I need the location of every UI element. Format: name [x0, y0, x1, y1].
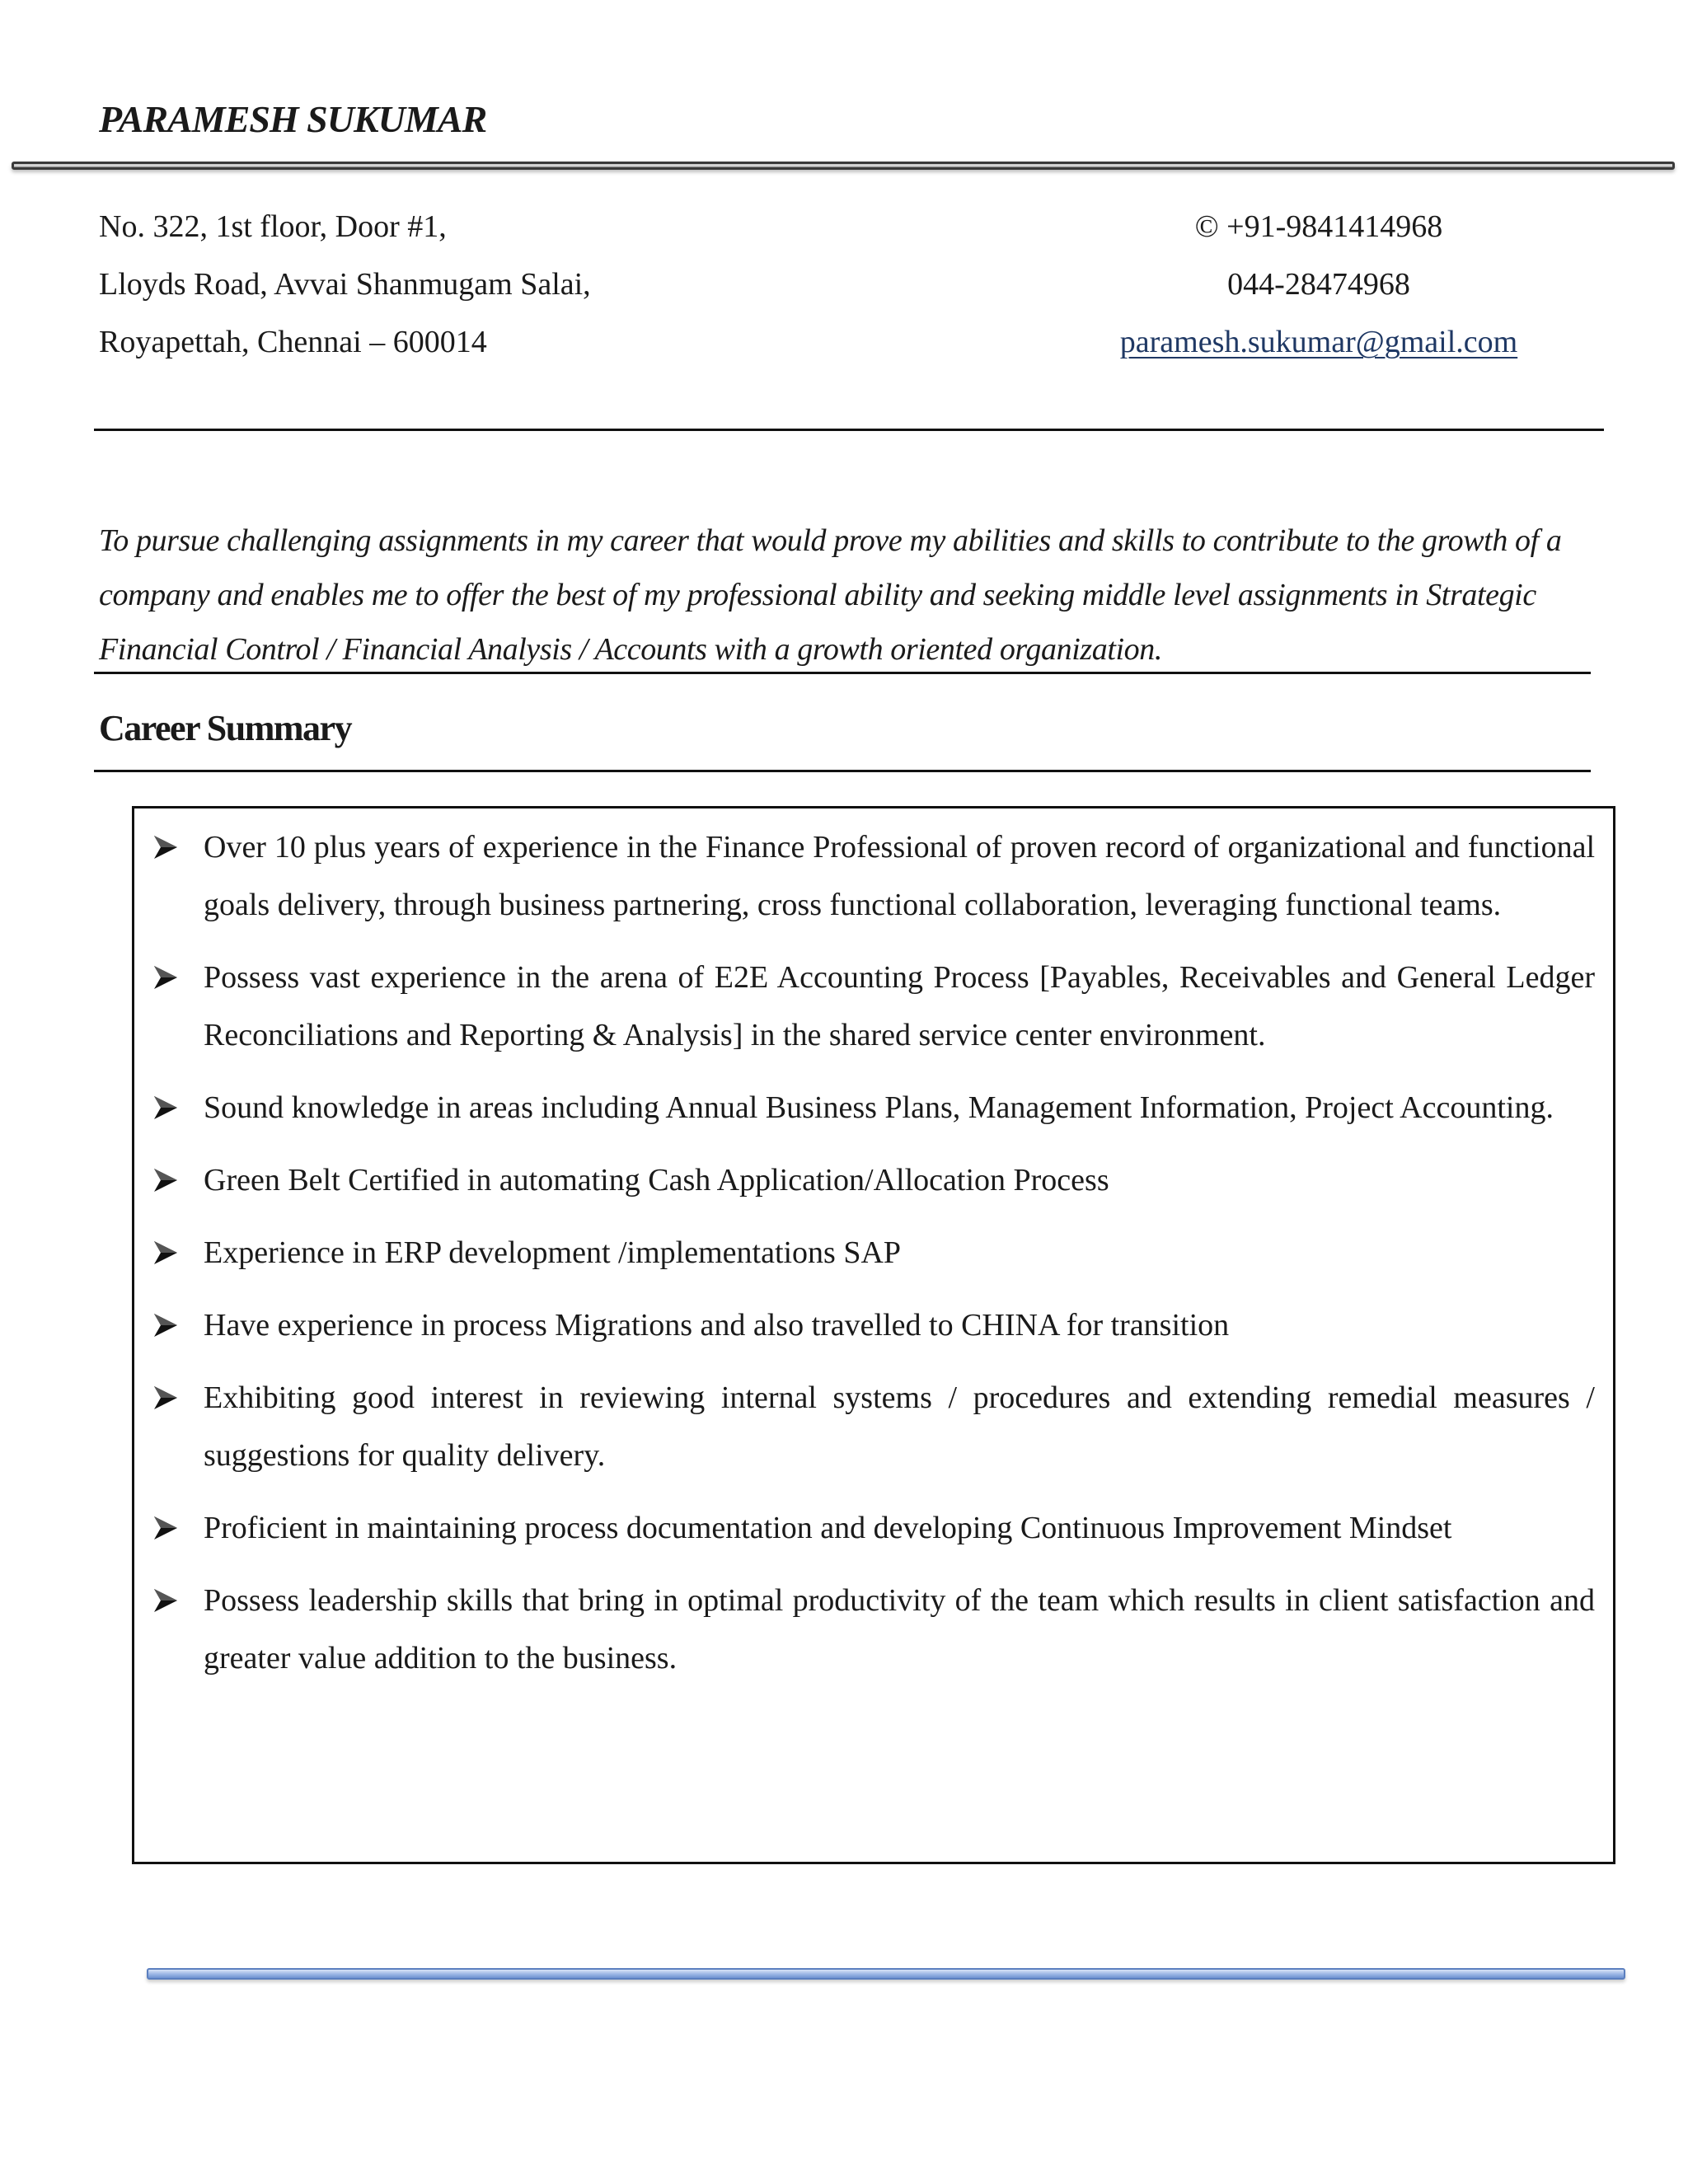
- address-line-3: Royapettah, Chennai – 600014: [99, 325, 487, 359]
- arrowhead-bullet-icon: [152, 818, 185, 876]
- footer-divider: [147, 1968, 1625, 1980]
- summary-item-text: Possess leadership skills that bring in optimal productivity of the team which results in client satisfaction and greater value addition to the business.: [204, 1583, 1595, 1675]
- summary-item: [152, 949, 1595, 1064]
- divider-contact: [94, 429, 1604, 431]
- summary-item: [152, 1079, 1595, 1137]
- contact-block: [1088, 198, 1550, 371]
- section-title-career-summary: Career Summary: [99, 708, 352, 748]
- summary-item: [152, 1499, 1595, 1557]
- arrowhead-bullet-icon: [152, 1224, 185, 1282]
- summary-item: [152, 1572, 1595, 1687]
- email-link[interactable]: paramesh.sukumar@gmail.com: [1119, 325, 1518, 359]
- arrowhead-bullet-icon: [152, 1296, 185, 1354]
- name-divider: [12, 162, 1675, 170]
- career-summary-box: [132, 806, 1615, 1864]
- arrowhead-bullet-icon: [152, 1572, 185, 1629]
- landline-phone: 044-28474968: [1227, 267, 1410, 302]
- candidate-name: PARAMESH SUKUMAR: [99, 98, 487, 140]
- summary-item: [152, 818, 1595, 934]
- summary-item-text: Exhibiting good interest in reviewing internal systems / procedures and extending remedial measures / suggestions for quality delivery.: [204, 1380, 1595, 1473]
- career-objective: To pursue challenging assignments in my career that would prove my abilities and skills to contribute to the growth of a company and enables me to offer the best of my professional ability and seeking middle level assignments in Strategic Financial Control / Financial Analysis / Accounts with a growth oriented organization.: [99, 523, 1562, 667]
- summary-item: [152, 1296, 1595, 1354]
- summary-item-text: Have experience in process Migrations and also travelled to CHINA for transition: [204, 1308, 1230, 1343]
- summary-item: [152, 1151, 1595, 1209]
- summary-item: [152, 1224, 1595, 1282]
- divider-section-title: [94, 770, 1591, 772]
- summary-item-text: Sound knowledge in areas including Annual Business Plans, Management Information, Project Accounting.: [204, 1090, 1554, 1125]
- arrowhead-bullet-icon: [152, 1079, 185, 1137]
- divider-objective: [94, 672, 1591, 674]
- summary-item-text: Over 10 plus years of experience in the Finance Professional of proven record of organizational and functional goals delivery, through business partnering, cross functional collaboration, leveraging functional teams.: [204, 830, 1595, 922]
- summary-item-text: Green Belt Certified in automating Cash Application/Allocation Process: [204, 1163, 1109, 1197]
- summary-item: [152, 1369, 1595, 1484]
- address-line-1: No. 322, 1st floor, Door #1,: [99, 209, 447, 244]
- arrowhead-bullet-icon: [152, 1151, 185, 1209]
- summary-item-text: Proficient in maintaining process documentation and developing Continuous Improvement Mindset: [204, 1511, 1452, 1545]
- address-block: [99, 198, 591, 371]
- arrowhead-bullet-icon: [152, 949, 185, 1006]
- address-line-2: Lloyds Road, Avvai Shanmugam Salai,: [99, 267, 591, 302]
- summary-item-text: Experience in ERP development /implementations SAP: [204, 1235, 902, 1270]
- mobile-phone: © +91-9841414968: [1194, 209, 1443, 244]
- arrowhead-bullet-icon: [152, 1499, 185, 1557]
- arrowhead-bullet-icon: [152, 1369, 185, 1427]
- career-summary-list: [152, 818, 1595, 1687]
- summary-item-text: Possess vast experience in the arena of E2E Accounting Process [Payables, Receivables and General Ledger Reconciliations and Reporting & Analysis] in the shared service center environment.: [204, 960, 1595, 1052]
